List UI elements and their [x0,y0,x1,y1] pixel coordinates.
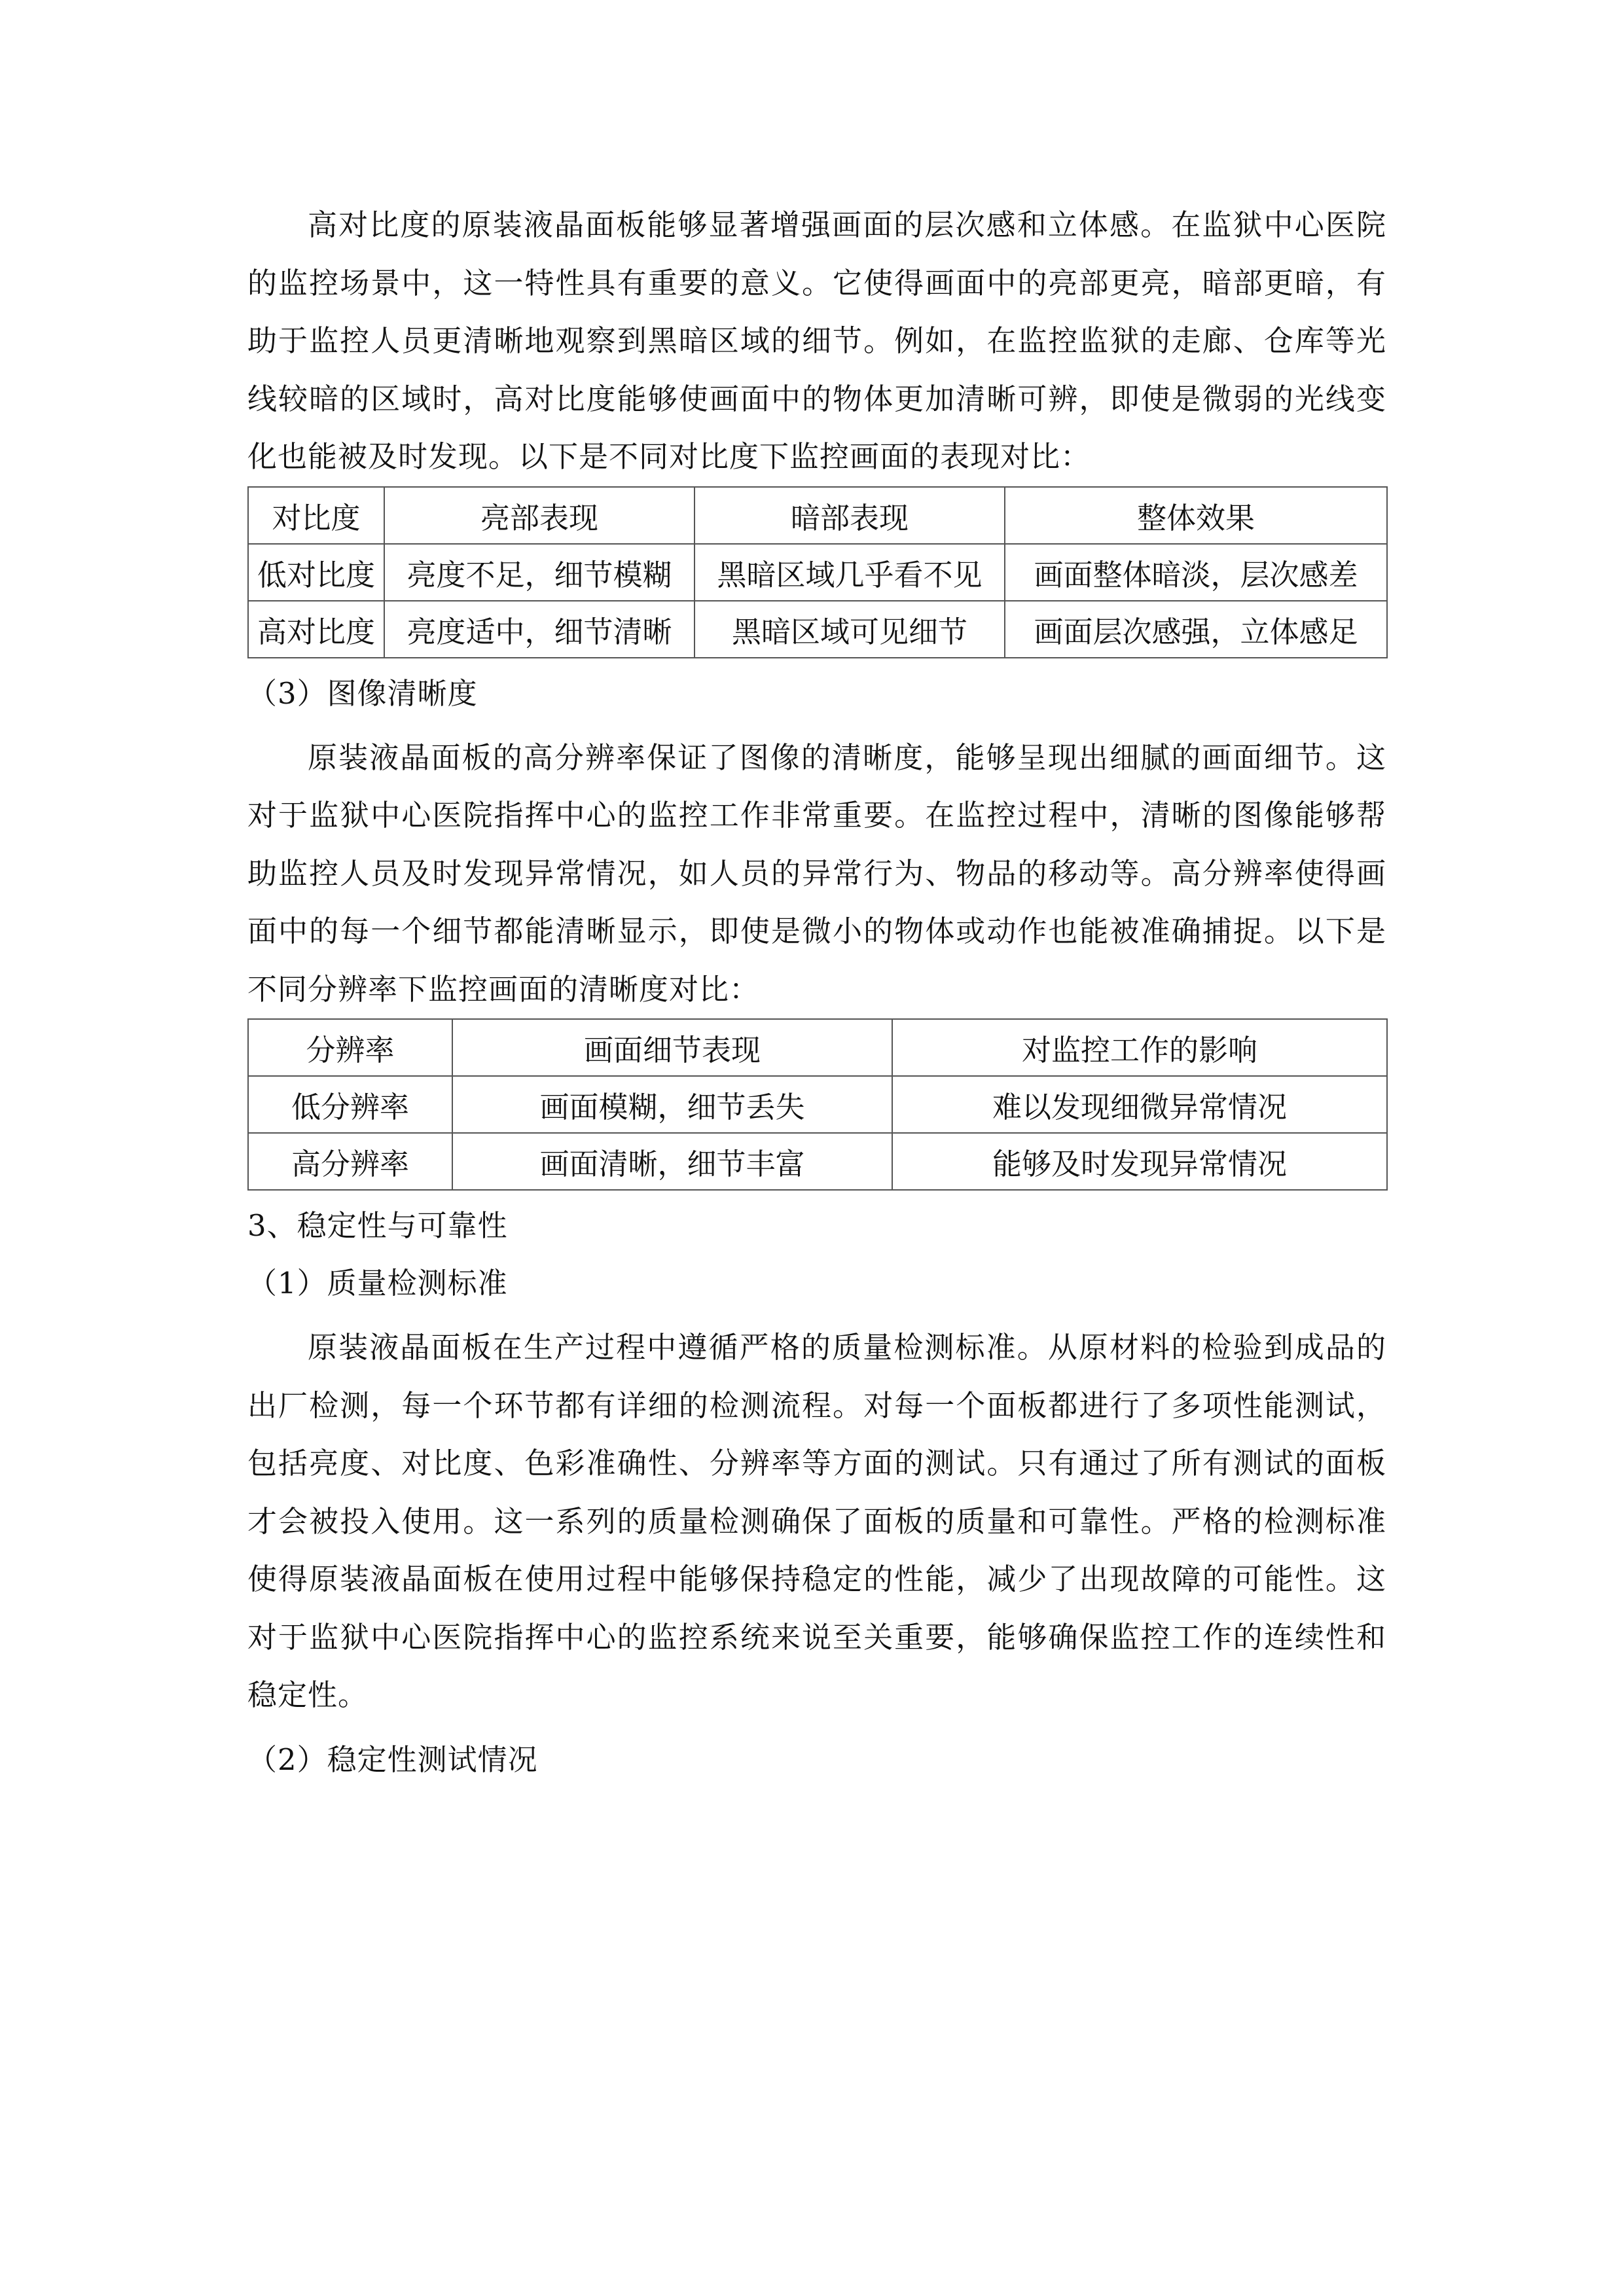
table-header-cell: 对监控工作的影响 [892,1019,1387,1076]
table-header-cell: 暗部表现 [695,487,1005,544]
table-row [248,1076,1387,1133]
table-cell: 黑暗区域几乎看不见 [695,544,1005,601]
table-cell: 亮度适中，细节清晰 [384,601,695,658]
table-cell: 低分辨率 [248,1076,452,1133]
table-row [248,544,1387,601]
table-cell: 高分辨率 [248,1133,452,1190]
table-cell: 低对比度 [248,544,384,601]
table-cell: 画面整体暗淡，层次感差 [1005,544,1387,601]
quality-paragraph: 原装液晶面板在生产过程中遵循严格的质量检测标准。从原材料的检验到成品的出厂检测，每一个环节都有详细的检测流程。对每一个面板都进行了多项性能测试，包括亮度、对比度、色彩准确性、分辨率等方面的测试。只有通过了所有测试的面板才会被投入使用。这一系列的质量检测确保了面板的质量和可靠性。严格的检测标准使得原装液晶面板在使用过程中能够保持稳定的性能，减少了出现故障的可能性。这对于监狱中心医院指挥中心的监控系统来说至关重要，能够确保监控工作的连续性和稳定性。 [247,1330,1386,1712]
table-cell: 画面清晰，细节丰富 [452,1133,892,1190]
table-cell: 画面层次感强，立体感足 [1005,601,1387,658]
table-header-cell: 分辨率 [248,1019,452,1076]
table-cell: 高对比度 [248,601,384,658]
stability-heading: 3、稳定性与可靠性 [247,1208,508,1243]
table-header-cell: 亮部表现 [384,487,695,544]
table-cell: 能够及时发现异常情况 [892,1133,1387,1190]
quality-standard-heading: （1）质量检测标准 [247,1266,508,1300]
resolution-comparison-table [247,1018,1388,1191]
table-cell: 画面模糊，细节丢失 [452,1076,892,1133]
stability-test-heading: （2）稳定性测试情况 [247,1742,538,1777]
table-header-row [248,1019,1387,1076]
clarity-heading: （3）图像清晰度 [247,675,478,711]
table-cell: 难以发现细微异常情况 [892,1076,1387,1133]
table-header-cell: 画面细节表现 [452,1019,892,1076]
table-header-cell: 对比度 [248,487,384,544]
table-row [248,1133,1387,1190]
contrast-paragraph: 高对比度的原装液晶面板能够显著增强画面的层次感和立体感。在监狱中心医院的监控场景中，这一特性具有重要的意义。它使得画面中的亮部更亮，暗部更暗，有助于监控人员更清晰地观察到黑暗区域的细节。例如，在监控监狱的走廊、仓库等光线较暗的区域时，高对比度能够使画面中的物体更加清晰可辨，即使是微弱的光线变化也能被及时发现。以下是不同对比度下监控画面的表现对比： [247,207,1386,474]
document-page [247,196,1386,1789]
table-cell: 亮度不足，细节模糊 [384,544,695,601]
table-cell: 黑暗区域可见细节 [695,601,1005,658]
table-header-cell: 整体效果 [1005,487,1387,544]
clarity-paragraph: 原装液晶面板的高分辨率保证了图像的清晰度，能够呈现出细腻的画面细节。这对于监狱中心医院指挥中心的监控工作非常重要。在监控过程中，清晰的图像能够帮助监控人员及时发现异常情况，如人员的异常行为、物品的移动等。高分辨率使得画面中的每一个细节都能清晰显示，即使是微小的物体或动作也能被准确捕捉。以下是不同分辨率下监控画面的清晰度对比： [247,740,1386,1007]
table-header-row [248,487,1387,544]
contrast-comparison-table [247,486,1388,658]
table-row [248,601,1387,658]
